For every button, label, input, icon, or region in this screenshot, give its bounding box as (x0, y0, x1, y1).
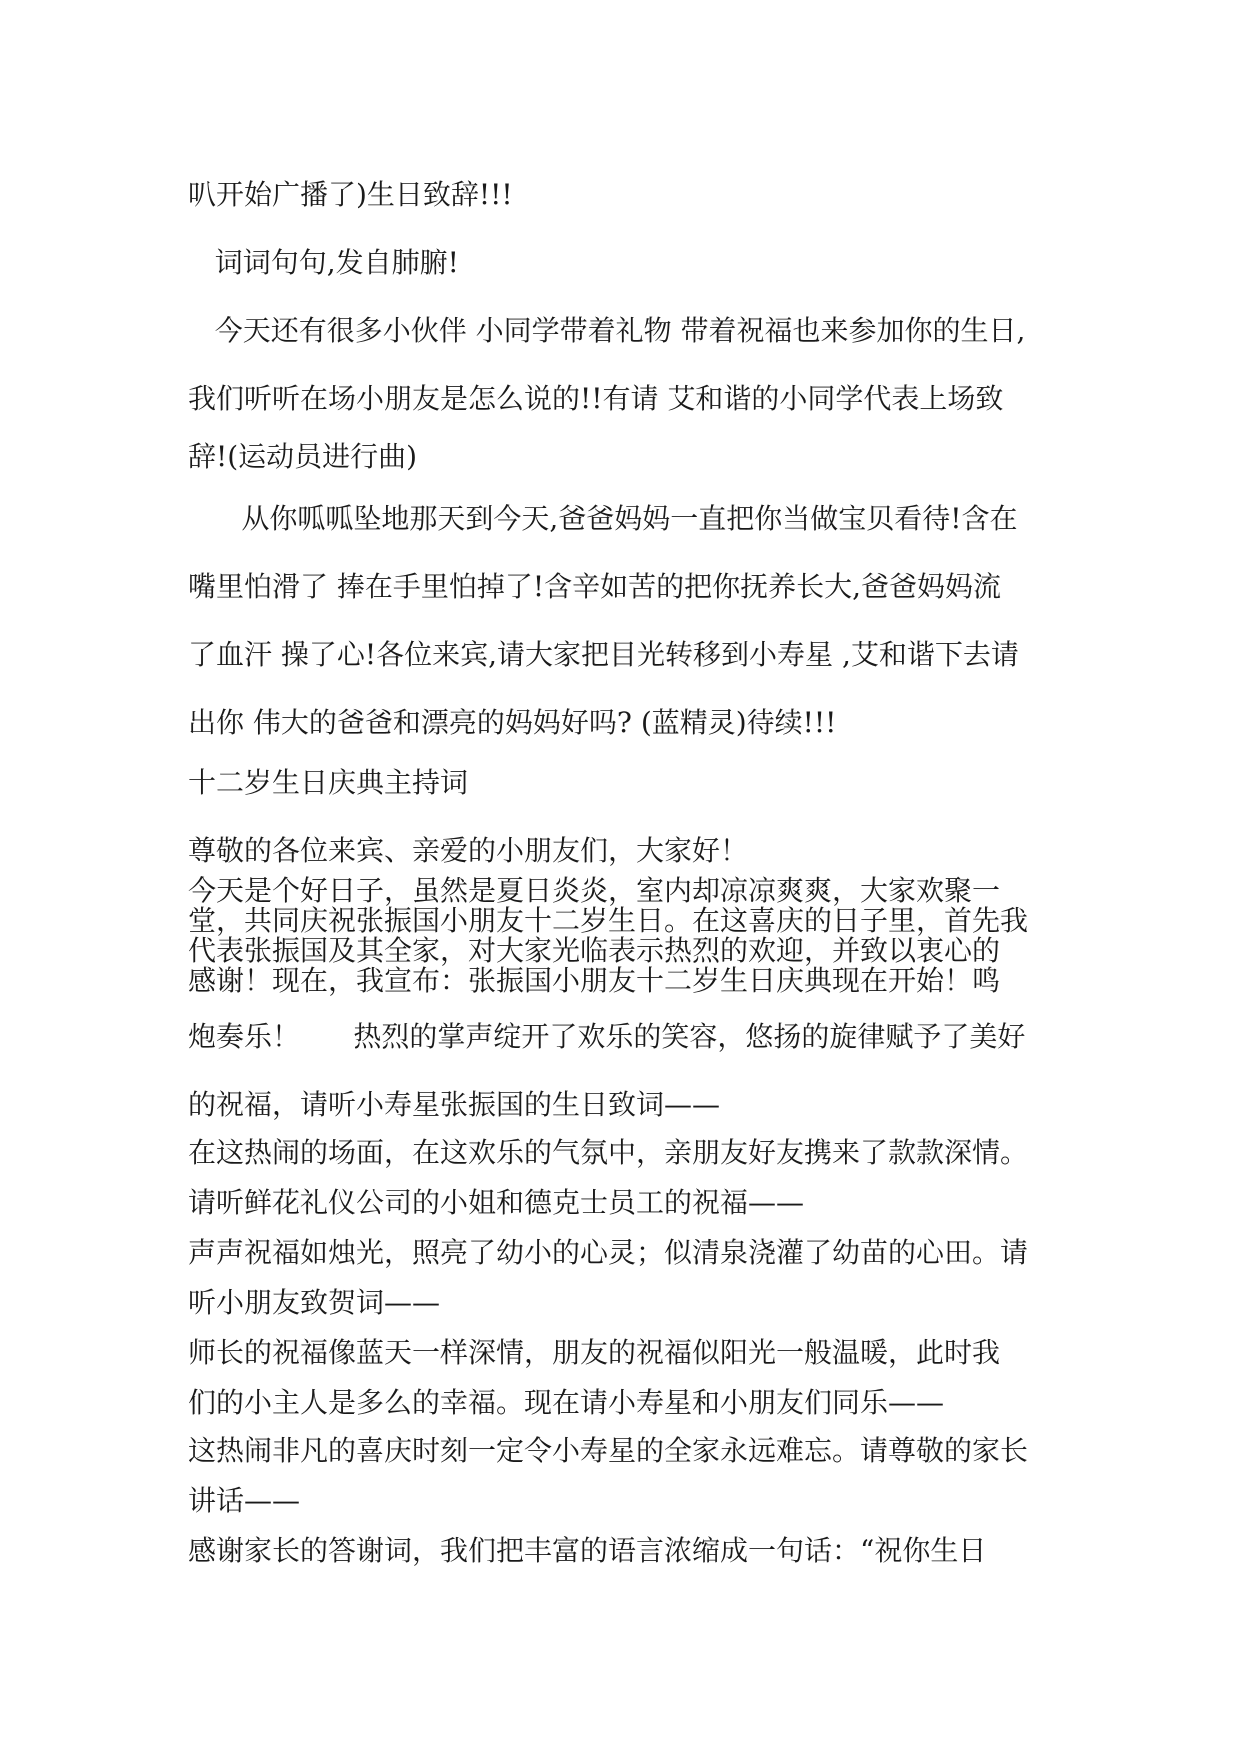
text-line: 们的小主人是多么的幸福。现在请小寿星和小朋友们同乐—— (188, 1386, 945, 1419)
text-line: 今天是个好日子，虽然是夏日炎炎，室内却凉凉爽爽，大家欢聚一 (188, 876, 1001, 906)
text-line: 这热闹非凡的喜庆时刻一定令小寿星的全家永远难忘。请尊敬的家长 (188, 1434, 1029, 1467)
text-line: 师长的祝福像蓝天一样深情，朋友的祝福似阳光一般温暖，此时我 (188, 1336, 1001, 1369)
text-line: 词词句句,发自肺腑! (188, 246, 459, 279)
text-line: 了血汗 操了心!各位来宾,请大家把目光转移到小寿星 ,艾和谐下去请 (188, 638, 1019, 671)
text-line: 代表张振国及其全家，对大家光临表示热烈的欢迎，并致以衷心的 (188, 936, 1001, 966)
text-line: 请听鲜花礼仪公司的小姐和德克士员工的祝福—— (188, 1186, 805, 1219)
text-line: 炮奏乐！ 热烈的掌声绽开了欢乐的笑容，悠扬的旋律赋予了美好 (188, 1020, 1026, 1053)
text-line: 感谢家长的答谢词，我们把丰富的语言浓缩成一句话：“祝你生日 (188, 1534, 987, 1567)
text-line: 听小朋友致贺词—— (188, 1286, 441, 1319)
text-line: 在这热闹的场面，在这欢乐的气氛中，亲朋友好友携来了款款深情。 (188, 1136, 1029, 1169)
text-line: 出你 伟大的爸爸和漂亮的妈妈好吗? (蓝精灵)待续!!! (188, 706, 837, 739)
text-line: 感谢！现在，我宣布：张振国小朋友十二岁生日庆典现在开始！鸣 (188, 966, 1001, 996)
text-line: 的祝福，请听小寿星张振国的生日致词—— (188, 1088, 721, 1121)
text-line: 今天还有很多小伙伴 小同学带着礼物 带着祝福也来参加你的生日, (188, 314, 1026, 347)
text-line: 辞!(运动员进行曲) (188, 440, 418, 473)
text-line: 嘴里怕滑了 捧在手里怕掉了!含辛如苦的把你抚养长大,爸爸妈妈流 (188, 570, 1002, 603)
text-line: 我们听听在场小朋友是怎么说的!!有请 艾和谐的小同学代表上场致 (188, 382, 1004, 415)
text-line: 声声祝福如烛光，照亮了幼小的心灵；似清泉浇灌了幼苗的心田。请 (188, 1236, 1029, 1269)
text-line: 从你呱呱坠地那天到今天,爸爸妈妈一直把你当做宝贝看待!含在 (188, 502, 1018, 535)
text-line: 讲话—— (188, 1484, 301, 1517)
text-line: 尊敬的各位来宾、亲爱的小朋友们，大家好！ (188, 834, 749, 867)
text-line: 叭开始广播了)生日致辞!!! (188, 178, 513, 211)
section-heading: 十二岁生日庆典主持词 (188, 766, 469, 799)
text-line: 堂，共同庆祝张振国小朋友十二岁生日。在这喜庆的日子里，首先我 (188, 906, 1029, 936)
